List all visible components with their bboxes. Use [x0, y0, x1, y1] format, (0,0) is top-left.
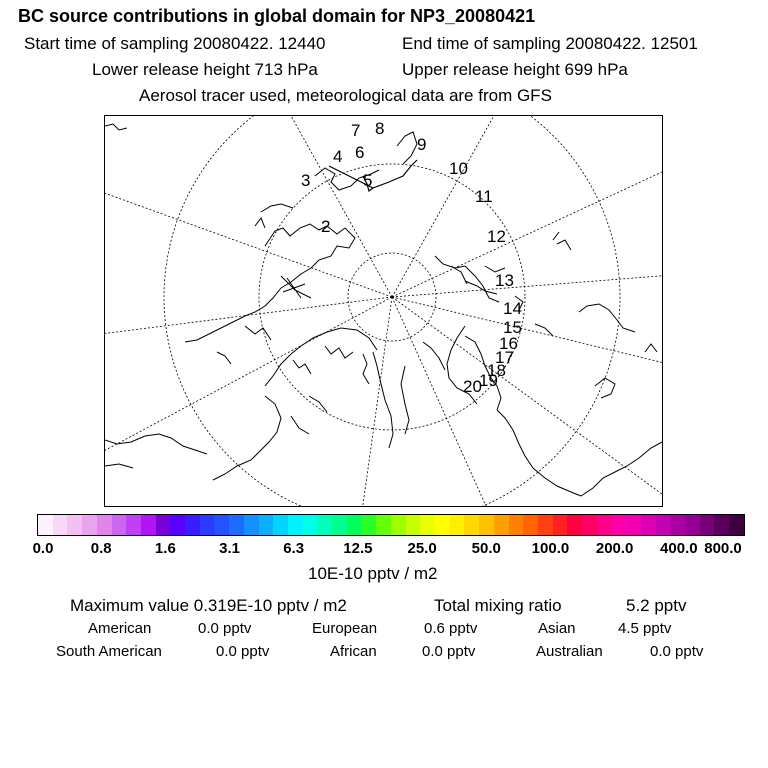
region-value-african: 0.0 pptv: [422, 643, 476, 660]
color-scale-segment: [170, 515, 185, 535]
color-scale-segment: [97, 515, 112, 535]
color-scale-segment: [67, 515, 82, 535]
coastline: [397, 132, 417, 164]
color-scale-segment: [303, 515, 318, 535]
trajectory-point-label: 7: [351, 121, 361, 140]
color-scale-segment: [141, 515, 156, 535]
coastline: [293, 360, 311, 374]
region-value-european: 0.6 pptv: [424, 620, 478, 637]
meridian: [105, 297, 392, 461]
coastline: [553, 232, 559, 240]
color-scale-tick-label: 1.6: [154, 540, 176, 557]
color-scale-tick-label: 6.3: [283, 540, 305, 557]
color-scale-units: 10E-10 pptv / m2: [308, 564, 438, 583]
color-scale-segment: [156, 515, 171, 535]
meridian: [105, 297, 392, 336]
color-scale-segment: [538, 515, 553, 535]
trajectory-point-label: 2: [321, 217, 331, 236]
trajectory-point-label: 18: [487, 361, 506, 380]
color-scale-segment: [214, 515, 229, 535]
color-scale-tick-label: 3.1: [219, 540, 240, 557]
map-svg: [105, 116, 662, 506]
region-value-australian: 0.0 pptv: [650, 643, 704, 660]
region-name-european: European: [312, 620, 378, 637]
coastline: [105, 124, 127, 130]
color-scale-tick-label: 100.0: [531, 540, 570, 557]
color-scale-segment: [361, 515, 376, 535]
trajectory-point-label: 5: [363, 171, 373, 190]
trajectory-point-label: 8: [375, 119, 385, 138]
meridian: [392, 116, 505, 297]
color-scale-segment: [685, 515, 700, 535]
color-scale-segment: [729, 515, 744, 535]
tracer-note: Aerosol tracer used, meteorological data are from GFS: [139, 86, 552, 105]
color-scale-segment: [126, 515, 141, 535]
trajectory-point-label: 12: [487, 227, 506, 246]
coastline: [265, 346, 301, 386]
coastline: [557, 240, 571, 250]
trajectory-point-label: 9: [417, 135, 427, 154]
coastline: [261, 204, 293, 212]
color-scale-segment: [38, 515, 53, 535]
coastline: [497, 410, 581, 496]
color-scale-segment: [229, 515, 244, 535]
color-scale-segment: [259, 515, 274, 535]
coastline: [291, 416, 309, 434]
trajectory-point-label: 14: [503, 299, 522, 318]
color-scale-segment: [332, 515, 347, 535]
color-scale-tick-label: 25.0: [407, 540, 437, 557]
color-scale-segment: [553, 515, 568, 535]
region-name-african: African: [330, 643, 377, 660]
end-time: End time of sampling 20080422. 12501: [402, 34, 698, 53]
coastline: [301, 328, 377, 350]
coastline: [435, 256, 499, 302]
color-scale-segment: [494, 515, 509, 535]
region-name-australian: Australian: [536, 643, 603, 660]
color-scale-segment: [626, 515, 641, 535]
coastline: [255, 218, 265, 228]
color-scale-segment: [82, 515, 97, 535]
polar-map: [104, 115, 663, 507]
coastline: [645, 344, 657, 352]
coastline: [373, 352, 393, 448]
coastline: [363, 354, 369, 384]
color-scale-segment: [567, 515, 582, 535]
color-scale-segment: [288, 515, 303, 535]
meridian: [392, 297, 662, 368]
total-mixing-ratio-value: 5.2 pptv: [626, 596, 687, 615]
trajectory-point-label: 11: [475, 187, 493, 206]
region-value-asian: 4.5 pptv: [618, 620, 672, 637]
color-scale-tick-label: 0.0: [32, 540, 54, 557]
color-scale-segment: [317, 515, 332, 535]
trajectory-point-label: 19: [479, 371, 498, 390]
color-scale-segment: [406, 515, 421, 535]
region-name-south-american: South American: [56, 643, 162, 660]
coastline: [105, 464, 133, 468]
start-time: Start time of sampling 20080422. 12440: [24, 34, 326, 53]
color-scale-segment: [450, 515, 465, 535]
trajectory-point-label: 4: [333, 147, 343, 166]
color-scale-bar: [37, 514, 745, 536]
color-scale-segment: [244, 515, 259, 535]
color-scale-segment: [53, 515, 68, 535]
color-scale-segment: [376, 515, 391, 535]
trajectory-point-label: 10: [449, 159, 468, 178]
color-scale-segment: [347, 515, 362, 535]
coastline: [451, 266, 467, 284]
coastline: [309, 396, 327, 412]
coastline: [325, 346, 353, 358]
color-scale-tick-label: 0.8: [90, 540, 112, 557]
total-mixing-ratio-label: Total mixing ratio: [434, 596, 562, 615]
color-scale-segment: [523, 515, 538, 535]
color-scale-segment: [700, 515, 715, 535]
trajectory-point-label: 3: [301, 171, 311, 190]
coastlines: [105, 121, 662, 496]
region-name-asian: Asian: [538, 620, 576, 637]
coastline: [581, 442, 662, 496]
meridian: [360, 297, 392, 506]
color-scale-segment: [597, 515, 612, 535]
coastline: [217, 352, 231, 364]
plot-title: BC source contributions in global domain for NP3_20080421: [18, 6, 536, 26]
color-scale-segment: [641, 515, 656, 535]
trajectory-point-label: 20: [463, 377, 482, 396]
meridian: [280, 116, 392, 297]
color-scale-segment: [479, 515, 494, 535]
color-scale-segment: [435, 515, 450, 535]
color-scale-segment: [670, 515, 685, 535]
color-scale-tick-label: 400.0: [660, 540, 698, 557]
lower-release-height: Lower release height 713 hPa: [92, 60, 318, 79]
coastline: [213, 396, 281, 480]
color-scale-segment: [112, 515, 127, 535]
meridian: [105, 186, 392, 297]
coastline: [105, 434, 207, 454]
color-scale-segment: [611, 515, 626, 535]
color-scale-tick-label: 50.0: [471, 540, 501, 557]
trajectory-point-label: 13: [495, 271, 514, 290]
meridian: [392, 166, 662, 297]
coastline: [401, 366, 409, 434]
region-value-american: 0.0 pptv: [198, 620, 252, 637]
graticule-circle: [164, 116, 620, 506]
color-scale-tick-label: 800.0: [704, 540, 742, 557]
color-scale-segment: [185, 515, 200, 535]
region-name-american: American: [88, 620, 152, 637]
upper-release-height: Upper release height 699 hPa: [402, 60, 628, 79]
color-scale-segment: [420, 515, 435, 535]
coastline: [423, 342, 445, 370]
trajectory-point-label: 15: [503, 318, 522, 337]
coastline: [579, 304, 635, 332]
trajectory-point-label: 16: [499, 334, 518, 353]
color-scale-segment: [582, 515, 597, 535]
color-scale-segment: [714, 515, 729, 535]
trajectory-point-label: 17: [495, 348, 514, 367]
color-scale-tick-label: 12.5: [343, 540, 373, 557]
color-scale-segment: [200, 515, 215, 535]
region-value-south-american: 0.0 pptv: [216, 643, 270, 660]
color-scale-segment: [391, 515, 406, 535]
maximum-value: Maximum value 0.319E-10 pptv / m2: [70, 596, 347, 615]
coastline: [245, 326, 271, 340]
trajectory-point-label: 6: [355, 143, 365, 162]
color-scale-segment: [464, 515, 479, 535]
meridian: [392, 271, 662, 297]
color-scale-segment: [656, 515, 671, 535]
color-scale-tick-label: 200.0: [595, 540, 634, 557]
color-scale-segment: [273, 515, 288, 535]
color-scale-segment: [509, 515, 524, 535]
meridian: [392, 297, 495, 506]
